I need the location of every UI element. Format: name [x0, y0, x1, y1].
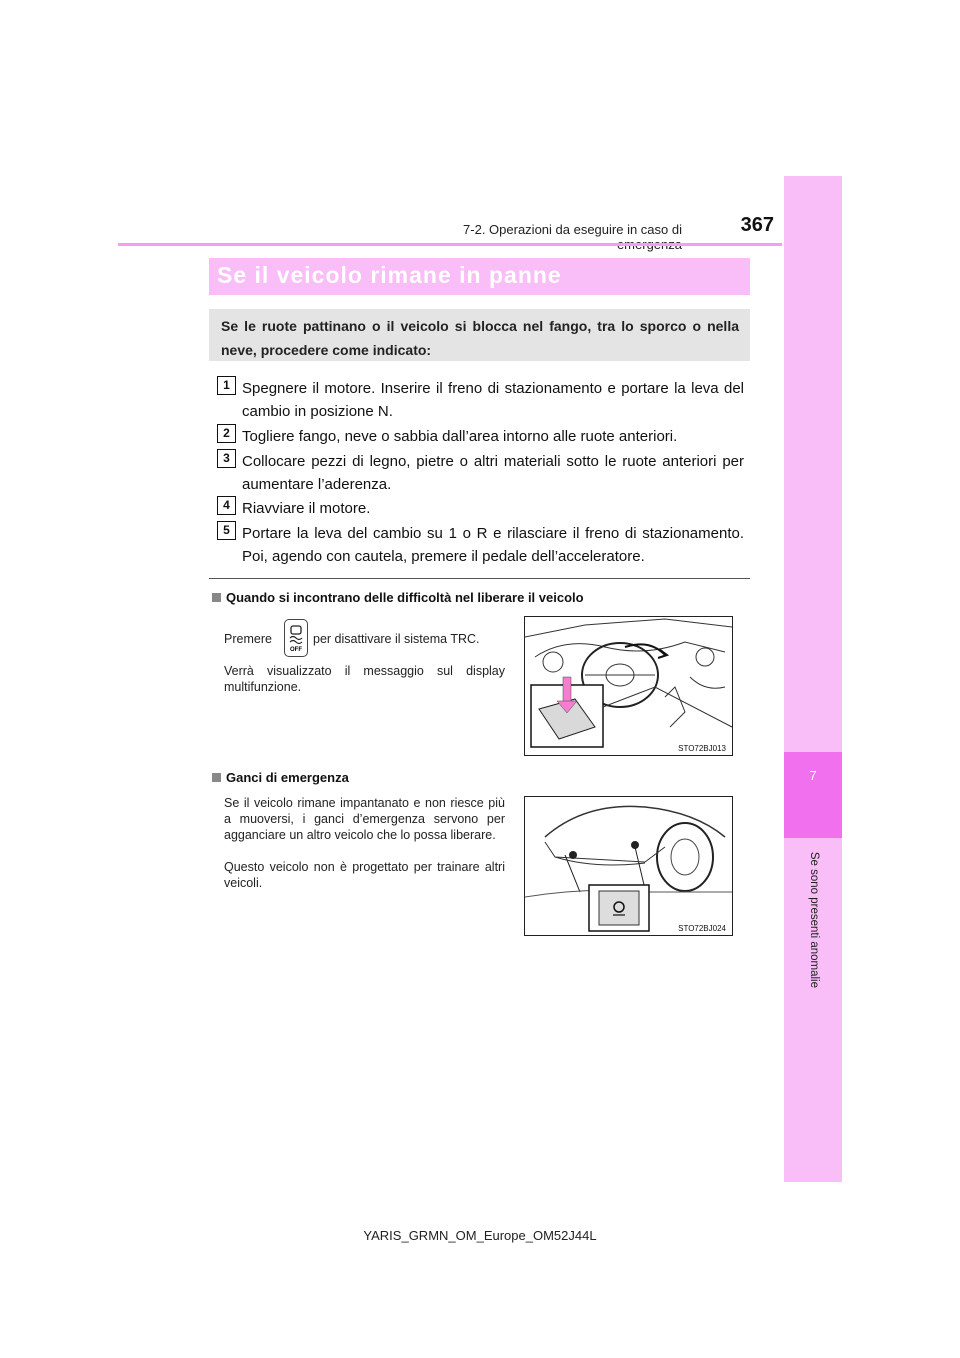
header-rule [118, 243, 782, 246]
step-text-3: Collocare pezzi di legno, pietre o altri materiali sotto le ruote anteriori per aumentare l’aderenza. [242, 453, 744, 493]
chapter-side-tab [784, 176, 842, 1182]
chapter-title: Se sono presenti anomalie [808, 851, 820, 988]
message-text: Verrà visualizzato il messaggio sul display multifunzione. [224, 664, 505, 694]
step-number-5: 5 [217, 521, 236, 540]
svg-text:OFF: OFF [290, 647, 302, 653]
step-number-2: 2 [217, 424, 236, 443]
page-title: Se il veicolo rimane in panne [217, 262, 562, 288]
difficulty-heading-text: Quando si incontrano delle difficoltà nel liberare il veicolo [226, 590, 584, 605]
step-number-4: 4 [217, 496, 236, 515]
press-text-after: per disattivare il sistema TRC. [313, 632, 480, 646]
figure-code-2: STO72BJ024 [678, 924, 726, 933]
step-number-1: 1 [217, 376, 236, 395]
hooks-heading-text: Ganci di emergenza [226, 770, 349, 785]
press-text-before: Premere [224, 632, 272, 646]
figure-code-1: STO72BJ013 [678, 744, 726, 753]
step-text-2: Togliere fango, neve o sabbia dall’area intorno alle ruote anteriori. [242, 428, 678, 445]
bullet-square-icon [212, 593, 221, 602]
hooks-heading [212, 770, 349, 785]
document-footer: YARIS_GRMN_OM_Europe_OM52J44L [363, 1228, 597, 1243]
chapter-number: 7 [809, 768, 817, 783]
hooks-text: Se il veicolo rimane impantanato e non riesce più a muoversi, i ganci d’emergenza servono per agganciare un altro veicolo che lo possa liberare. [224, 796, 505, 842]
hooks-text-2: Questo veicolo non è progettato per trainare altri veicoli. [224, 860, 505, 890]
intro-text: Se le ruote pattinano o il veicolo si blocca nel fango, tra lo sporco o nella neve, procedere come indicato: [221, 318, 739, 358]
bullet-square-icon [212, 773, 221, 782]
difficulty-heading [212, 590, 584, 605]
section-reference: 7-2. Operazioni da eseguire in caso di [463, 222, 682, 237]
step-number-3: 3 [217, 449, 236, 468]
step-text-4: Riavviare il motore. [242, 500, 371, 517]
trc-off-button-icon [284, 619, 308, 657]
dashboard-trc-figure [524, 616, 733, 756]
section-divider [209, 578, 750, 579]
step-text-5: Portare la leva del cambio su 1 o R e rilasciare il freno di stazionamento. Poi, agendo con cautela, premere il pedale dell’acceleratore. [242, 525, 744, 565]
step-text-1: Spegnere il motore. Inserire il freno di stazionamento e portare la leva del cambio in posizione N. [242, 380, 744, 420]
emergency-hooks-figure [524, 796, 733, 936]
page-number: 367 [740, 214, 774, 236]
